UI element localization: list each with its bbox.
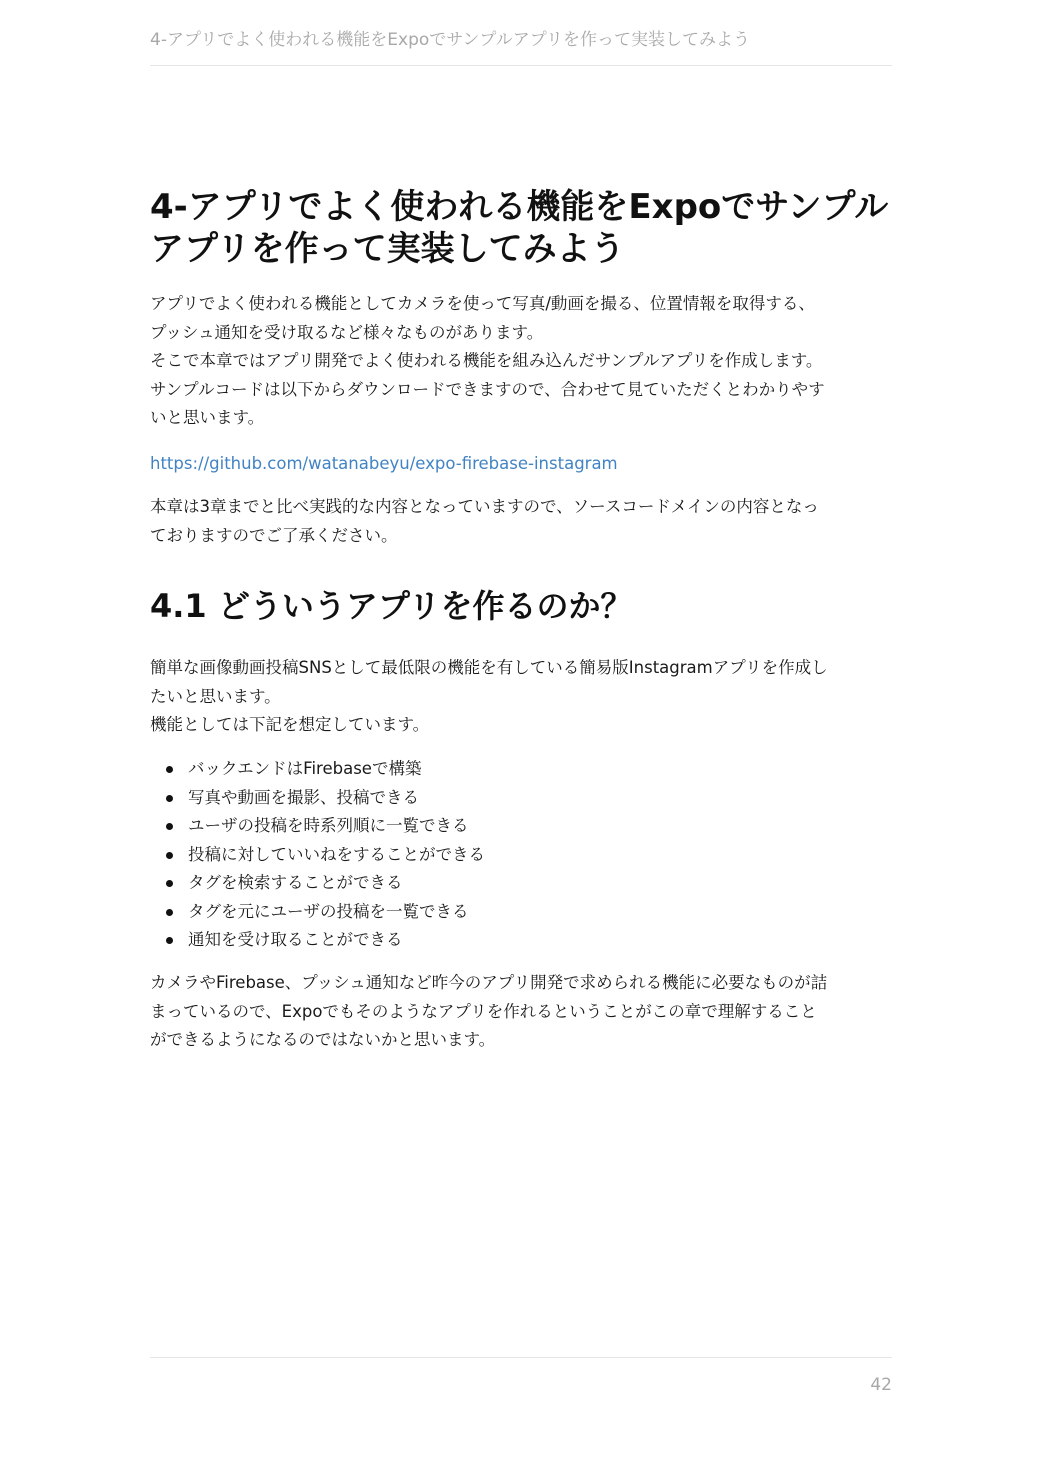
note-paragraph — [150, 493, 892, 550]
list-item — [150, 869, 892, 898]
closing-line: カメラやFirebase、プッシュ通知など昨今のアプリ開発で求められる機能に必要なものが詰 — [150, 973, 828, 992]
note-line: ておりますのでご了承ください。 — [150, 525, 398, 545]
running-header: 4-アプリでよく使われる機能をExpoでサンプルアプリを作って実装してみよう — [150, 30, 751, 50]
list-item — [150, 784, 892, 813]
feature-text: タグを元にユーザの投稿を一覧できる — [188, 901, 469, 921]
feature-text: 投稿に対していいねをすることができる — [188, 844, 485, 864]
document-page — [150, 0, 892, 1476]
footer-divider — [150, 1357, 892, 1358]
closing-paragraph — [150, 969, 892, 1055]
header-divider — [150, 65, 892, 66]
bullet-icon — [166, 909, 173, 916]
intro-line: サンプルコードは以下からダウンロードできますので、合わせて見ていただくとわかりやす — [150, 379, 825, 399]
list-item — [150, 755, 892, 784]
note-line: 本章は3章までと比べ実践的な内容となっていますので、ソースコードメインの内容となっ — [150, 497, 819, 516]
page-number: 42 — [870, 1375, 892, 1395]
section-line: 機能としては下記を想定しています。 — [150, 715, 430, 734]
list-item — [150, 812, 892, 841]
intro-line: プッシュ通知を受け取るなど様々なものがあります。 — [150, 322, 544, 342]
list-item — [150, 841, 892, 870]
feature-text: 写真や動画を撮影、投稿できる — [188, 787, 419, 807]
section-paragraph — [150, 654, 892, 740]
github-link[interactable]: https://github.com/watanabeyu/expo-firebase-instagram — [150, 454, 618, 473]
bullet-icon — [166, 766, 173, 773]
list-item — [150, 926, 892, 955]
list-item — [150, 898, 892, 927]
intro-line: いと思います。 — [150, 408, 265, 427]
closing-line: ができるようになるのではないかと思います。 — [150, 1030, 496, 1049]
feature-text: ユーザの投稿を時系列順に一覧できる — [188, 816, 469, 835]
feature-text: バックエンドはFirebaseで構築 — [188, 759, 422, 778]
bullet-icon — [166, 852, 173, 859]
intro-line: アプリでよく使われる機能としてカメラを使って写真/動画を撮る、位置情報を取得する、 — [150, 294, 815, 313]
feature-list — [150, 755, 892, 955]
intro-line: そこで本章ではアプリ開発でよく使われる機能を組み込んだサンプルアプリを作成します。 — [150, 351, 823, 370]
section-line: 簡単な画像動画投稿SNSとして最低限の機能を有している簡易版Instagramアプリを作成し — [150, 658, 828, 677]
intro-paragraph — [150, 290, 892, 433]
closing-line: まっているので、Expoでもそのようなアプリを作れるということがこの章で理解すること — [150, 1001, 817, 1021]
bullet-icon — [166, 823, 173, 830]
section-title: 4.1 どういうアプリを作るのか？ — [150, 587, 633, 625]
section-line: たいと思います。 — [150, 686, 281, 706]
feature-text: タグを検索することができる — [188, 873, 403, 892]
feature-text: 通知を受け取ることができる — [188, 930, 403, 949]
bullet-icon — [166, 880, 173, 887]
bullet-icon — [166, 795, 173, 802]
bullet-icon — [166, 937, 173, 944]
chapter-title: 4-アプリでよく使われる機能をExpoでサンプルアプリを作って実装してみよう — [150, 187, 889, 269]
